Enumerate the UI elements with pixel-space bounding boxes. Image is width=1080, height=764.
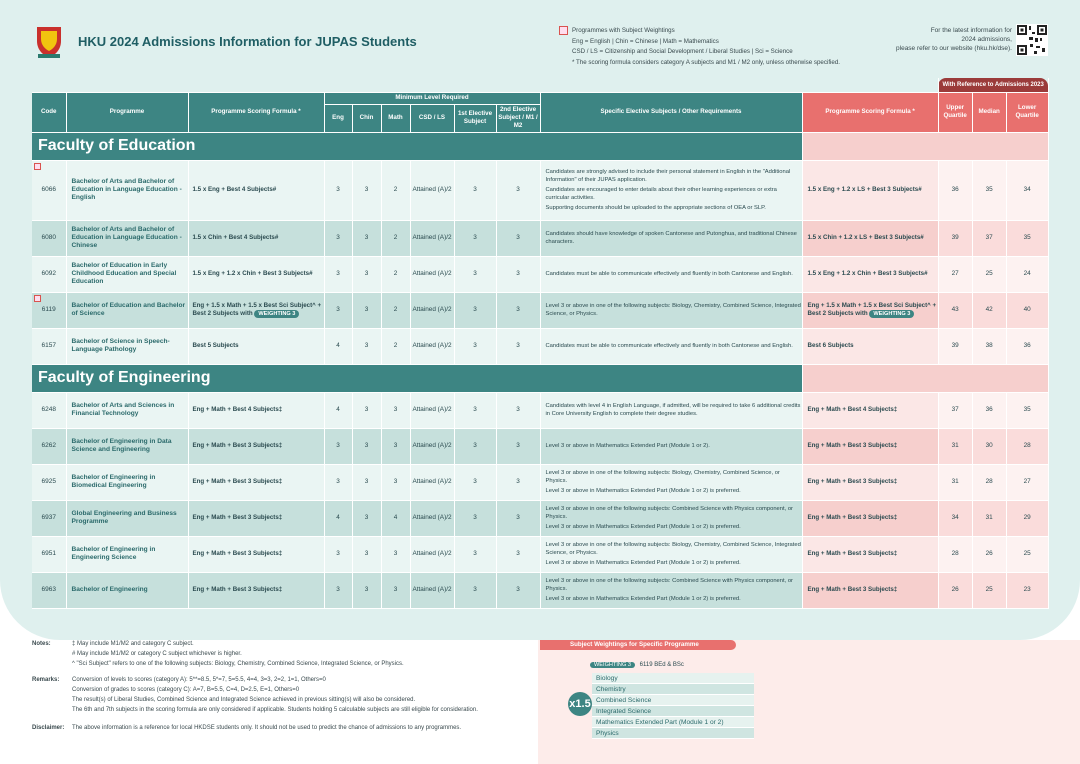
level-e1: 3 (454, 256, 496, 292)
level-csd: Attained (A)/2 (410, 464, 454, 500)
level-math: 3 (381, 572, 410, 608)
formula-text: 1.5 x Eng + 1.2 x Chin + Best 3 Subjects# (192, 270, 313, 277)
legend (572, 26, 840, 68)
ref-formula-text: Eng + Math + Best 3 Subjects‡ (807, 442, 898, 449)
weighting-subject: Chemistry (592, 684, 754, 695)
ref-formula-text: Eng + Math + Best 3 Subjects‡ (807, 514, 898, 521)
ref-formula-text: Eng + Math + Best 3 Subjects‡ (807, 478, 898, 485)
level-e2: 3 (496, 160, 540, 220)
ref-formula (802, 536, 938, 572)
weighting-icon (34, 295, 41, 302)
remark-line: Conversion of levels to scores (category A): 5**=8.5, 5*=7, 5=5.5, 4=4, 3=3, 2=2, 1=1, Others=0 (72, 677, 326, 683)
requirement-text: Level 3 or above in Mathematics Extended Part (Module 1 or 2) is preferred. (545, 524, 741, 530)
upper-quartile: 31 (938, 464, 972, 500)
level-eng: 4 (324, 392, 352, 428)
formula-text: Eng + Math + Best 3 Subjects‡ (192, 478, 283, 485)
level-e2: 3 (496, 572, 540, 608)
requirements-cell (540, 220, 802, 256)
admissions-table (32, 78, 1049, 609)
level-chin: 3 (352, 160, 381, 220)
level-e2: 3 (496, 500, 540, 536)
disclaimer-label: Disclaimer: (32, 725, 65, 731)
programme-name: Bachelor of Education in Early Childhood Education and Special Education (66, 256, 188, 292)
lower-quartile: 24 (1006, 256, 1048, 292)
level-eng: 3 (324, 292, 352, 328)
level-csd: Attained (A)/2 (410, 160, 454, 220)
level-chin: 3 (352, 328, 381, 364)
scoring-formula (188, 328, 324, 364)
requirement-text: Candidates with level 4 in English Language, if admitted, will be required to take 6 additional credits in Core University English to complete their degree studies. (545, 403, 801, 417)
level-e2: 3 (496, 464, 540, 500)
legend-line: CSD / LS = Citizenship and Social Development / Liberal Studies | Sci = Science (572, 48, 793, 56)
remarks-label: Remarks: (32, 677, 60, 683)
median: 38 (972, 328, 1006, 364)
programme-name: Bachelor of Arts and Bachelor of Education in Language Education - Chinese (66, 220, 188, 256)
level-e2: 3 (496, 292, 540, 328)
median: 26 (972, 536, 1006, 572)
level-e1: 3 (454, 572, 496, 608)
programme-name: Bachelor of Education and Bachelor of Science (66, 292, 188, 328)
median: 37 (972, 220, 1006, 256)
level-eng: 4 (324, 328, 352, 364)
code-cell (32, 464, 66, 500)
level-chin: 3 (352, 292, 381, 328)
lower-quartile: 28 (1006, 428, 1048, 464)
level-e2: 3 (496, 428, 540, 464)
scoring-formula (188, 392, 324, 428)
website-note (870, 26, 1012, 53)
code-value: 6963 (41, 586, 56, 593)
table-row (32, 500, 1048, 536)
code-cell (32, 256, 66, 292)
level-e2: 3 (496, 392, 540, 428)
upper-quartile: 28 (938, 536, 972, 572)
level-math: 3 (381, 428, 410, 464)
level-e1: 3 (454, 428, 496, 464)
level-e2: 3 (496, 328, 540, 364)
level-eng: 3 (324, 220, 352, 256)
level-csd: Attained (A)/2 (410, 220, 454, 256)
note-line: ^ "Sci Subject" refers to one of the following subjects: Biology, Chemistry, Combined Science, Integrated Science, or Physics. (72, 661, 404, 667)
upper-quartile: 39 (938, 328, 972, 364)
level-eng: 4 (324, 500, 352, 536)
ref-formula (802, 464, 938, 500)
requirement-text: Candidates should have knowledge of spoken Cantonese and Putonghua, and traditional Chinese characters. (545, 231, 797, 245)
code-value: 6119 (41, 306, 56, 313)
requirement-text: Level 3 or above in Mathematics Extended Part (Module 1 or 2) is preferred. (545, 596, 741, 602)
level-e1: 3 (454, 464, 496, 500)
remark-line: The result(s) of Liberal Studies, Combined Science and Integrated Science achieved in previous sitting(s) will also be considered. (72, 697, 416, 703)
median: 30 (972, 428, 1006, 464)
requirement-text: Level 3 or above in one of the following subjects: Biology, Chemistry, Combined Science, or Physics. (545, 470, 780, 484)
col-eng: Eng (324, 104, 352, 132)
formula-text: Eng + 1.5 x Math + 1.5 x Best Sci Subject^ + Best 2 Subjects with (192, 302, 322, 317)
hku-crest-icon (34, 24, 64, 60)
programme-name: Bachelor of Engineering in Engineering Science (66, 536, 188, 572)
level-math: 4 (381, 500, 410, 536)
faculty-title: Faculty of Education (32, 132, 802, 160)
table-row (32, 572, 1048, 608)
ref-formula-text: Eng + Math + Best 4 Subjects‡ (807, 406, 898, 413)
lower-quartile: 29 (1006, 500, 1048, 536)
level-e1: 3 (454, 220, 496, 256)
ref-formula (802, 220, 938, 256)
scoring-formula (188, 464, 324, 500)
formula-text: 1.5 x Eng + Best 4 Subjects# (192, 186, 277, 193)
table-row (32, 464, 1048, 500)
lower-quartile: 27 (1006, 464, 1048, 500)
weighting-factor: x1.5 (568, 692, 592, 716)
col-chin: Chin (352, 104, 381, 132)
requirements-cell (540, 500, 802, 536)
level-eng: 3 (324, 428, 352, 464)
note-line: # May include M1/M2 or category C subject whichever is higher. (72, 651, 242, 657)
code-cell (32, 292, 66, 328)
level-eng: 3 (324, 256, 352, 292)
weighting-subject: Biology (592, 673, 754, 684)
ref-formula-text: Eng + Math + Best 3 Subjects‡ (807, 550, 898, 557)
level-math: 3 (381, 392, 410, 428)
ref-formula (802, 572, 938, 608)
col-math: Math (381, 104, 410, 132)
level-math: 2 (381, 328, 410, 364)
level-e2: 3 (496, 256, 540, 292)
table-row (32, 328, 1048, 364)
notes-label: Notes: (32, 641, 51, 647)
col-specific: Specific Elective Subjects / Other Requirements (540, 92, 802, 132)
qr-code-icon[interactable] (1016, 24, 1048, 56)
level-e1: 3 (454, 292, 496, 328)
col-programme: Programme (66, 92, 188, 132)
weighting-icon (559, 26, 568, 35)
code-value: 6066 (41, 186, 56, 193)
requirement-text: Candidates must be able to communicate effectively and fluently in both Cantonese and English. (545, 343, 793, 349)
code-cell (32, 392, 66, 428)
table-row (32, 428, 1048, 464)
ref-formula-text: 1.5 x Eng + 1.2 x LS + Best 3 Subjects# (807, 186, 922, 193)
median: 31 (972, 500, 1006, 536)
upper-quartile: 43 (938, 292, 972, 328)
scoring-formula (188, 428, 324, 464)
level-csd: Attained (A)/2 (410, 256, 454, 292)
col-lq: Lower Quartile (1006, 92, 1048, 132)
code-cell (32, 328, 66, 364)
website-line: 2024 admissions, (961, 36, 1012, 43)
weighting-subject: Mathematics Extended Part (Module 1 or 2) (592, 717, 754, 728)
requirements-cell (540, 160, 802, 220)
upper-quartile: 36 (938, 160, 972, 220)
median: 35 (972, 160, 1006, 220)
ref-formula (802, 392, 938, 428)
lower-quartile: 36 (1006, 328, 1048, 364)
formula-text: Best 5 Subjects (192, 342, 239, 349)
level-chin: 3 (352, 500, 381, 536)
header (0, 0, 1080, 78)
level-eng: 3 (324, 536, 352, 572)
scoring-formula (188, 500, 324, 536)
level-e1: 3 (454, 536, 496, 572)
requirements-cell (540, 536, 802, 572)
requirement-text: Level 3 or above in Mathematics Extended Part (Module 1 or 2) is preferred. (545, 488, 741, 494)
code-value: 6262 (41, 442, 56, 449)
code-value: 6937 (41, 514, 56, 521)
ref-formula (802, 428, 938, 464)
level-eng: 3 (324, 464, 352, 500)
col-uq: Upper Quartile (938, 92, 972, 132)
col-min-level: Minimum Level Required (324, 92, 540, 104)
faculty-title: Faculty of Engineering (32, 364, 802, 392)
requirement-text: Level 3 or above in Mathematics Extended Part (Module 1 or 2) is preferred. (545, 560, 741, 566)
level-e1: 3 (454, 160, 496, 220)
weighting-subject: Physics (592, 728, 754, 739)
ref-formula (802, 500, 938, 536)
lower-quartile: 23 (1006, 572, 1048, 608)
remark-line: Conversion of grades to scores (category C): A=7, B=5.5, C=4, D=2.5, E=1, Others=0 (72, 687, 300, 693)
formula-text: Eng + Math + Best 4 Subjects‡ (192, 406, 283, 413)
level-chin: 3 (352, 392, 381, 428)
level-math: 2 (381, 160, 410, 220)
ref-formula (802, 160, 938, 220)
level-math: 2 (381, 256, 410, 292)
code-value: 6080 (41, 234, 56, 241)
programme-name: Bachelor of Engineering in Data Science and Engineering (66, 428, 188, 464)
code-cell (32, 572, 66, 608)
scoring-formula (188, 292, 324, 328)
formula-text: Eng + Math + Best 3 Subjects‡ (192, 586, 283, 593)
requirements-cell (540, 464, 802, 500)
median: 42 (972, 292, 1006, 328)
upper-quartile: 26 (938, 572, 972, 608)
median: 25 (972, 572, 1006, 608)
legend-line: * The scoring formula considers category A subjects and M1 / M2 only, unless otherwise specified. (572, 58, 841, 66)
code-value: 6157 (41, 342, 56, 349)
code-cell (32, 220, 66, 256)
code-cell (32, 536, 66, 572)
ref-formula (802, 328, 938, 364)
lower-quartile: 25 (1006, 536, 1048, 572)
requirements-cell (540, 392, 802, 428)
requirements-cell (540, 256, 802, 292)
legend-line: Eng = English | Chin = Chinese | Math = Mathematics (572, 37, 719, 45)
level-csd: Attained (A)/2 (410, 536, 454, 572)
level-math: 3 (381, 536, 410, 572)
faculty-ref-cell (802, 132, 1048, 160)
ref-formula-text: 1.5 x Eng + 1.2 x Chin + Best 3 Subjects# (807, 270, 928, 277)
table-row (32, 220, 1048, 256)
requirement-text: Candidates are strongly advised to include their personal statement in English in the "Additional Information" of their JUPAS application. (545, 169, 791, 183)
level-csd: Attained (A)/2 (410, 500, 454, 536)
weighting-title: Subject Weightings for Specific Programme (540, 640, 736, 650)
requirement-text: Level 3 or above in Mathematics Extended Part (Module 1 or 2). (545, 443, 710, 449)
programme-name: Bachelor of Engineering (66, 572, 188, 608)
col-code: Code (32, 92, 66, 132)
disclaimer-text: The above information is a reference for local HKDSE students only. It should not be used to predict the chance of admissions to any programmes. (72, 725, 462, 731)
weighting-badge: WEIGHTING 3 (590, 662, 635, 668)
level-csd: Attained (A)/2 (410, 328, 454, 364)
scoring-formula (188, 220, 324, 256)
level-chin: 3 (352, 572, 381, 608)
scoring-formula (188, 256, 324, 292)
level-eng: 3 (324, 572, 352, 608)
table-row (32, 160, 1048, 220)
requirement-text: Level 3 or above in one of the following subjects: Combined Science with Physics component, or Physics. (545, 506, 793, 520)
level-e1: 3 (454, 328, 496, 364)
level-e2: 3 (496, 220, 540, 256)
faculty-row (32, 364, 1048, 392)
code-value: 6951 (41, 550, 56, 557)
programme-name: Bachelor of Engineering in Biomedical Engineering (66, 464, 188, 500)
table-row (32, 392, 1048, 428)
code-cell (32, 428, 66, 464)
level-e1: 3 (454, 500, 496, 536)
formula-text: Eng + Math + Best 3 Subjects‡ (192, 442, 283, 449)
ref-2023-header: With Reference to Admissions 2023 (938, 78, 1048, 92)
level-csd: Attained (A)/2 (410, 392, 454, 428)
table-row (32, 256, 1048, 292)
formula-text: Eng + Math + Best 3 Subjects‡ (192, 514, 283, 521)
requirements-cell (540, 292, 802, 328)
code-value: 6092 (41, 270, 56, 277)
level-chin: 3 (352, 536, 381, 572)
programme-name: Bachelor of Science in Speech-Language Pathology (66, 328, 188, 364)
median: 36 (972, 392, 1006, 428)
col-csd: CSD / LS (410, 104, 454, 132)
lower-quartile: 35 (1006, 220, 1048, 256)
scoring-formula (188, 572, 324, 608)
website-line[interactable]: please refer to our website (hku.hk/dse). (896, 45, 1012, 52)
formula-text: 1.5 x Chin + Best 4 Subjects# (192, 234, 279, 241)
programme-name: Bachelor of Arts and Bachelor of Education in Language Education - English (66, 160, 188, 220)
median: 25 (972, 256, 1006, 292)
level-chin: 3 (352, 464, 381, 500)
ref-formula-text: Eng + Math + Best 3 Subjects‡ (807, 586, 898, 593)
website-line: For the latest information for (930, 27, 1012, 34)
col-elective-2: 2nd Elective Subject / M1 / M2 (496, 104, 540, 132)
requirement-text: Level 3 or above in one of the following subjects: Biology, Chemistry, Combined Science, Integrated Science, or Physics. (545, 542, 801, 556)
lower-quartile: 35 (1006, 392, 1048, 428)
requirement-text: Supporting documents should be uploaded to the appropriate sections of OEA or SLP. (545, 205, 766, 211)
formula-text: Eng + Math + Best 3 Subjects‡ (192, 550, 283, 557)
median: 28 (972, 464, 1006, 500)
weighting-badge: WEIGHTING 3 (869, 310, 914, 318)
code-value: 6248 (41, 406, 56, 413)
upper-quartile: 31 (938, 428, 972, 464)
table-row (32, 292, 1048, 328)
col-median: Median (972, 92, 1006, 132)
scoring-formula (188, 536, 324, 572)
level-math: 3 (381, 464, 410, 500)
col-ref-formula: Programme Scoring Formula * (802, 92, 938, 132)
level-csd: Attained (A)/2 (410, 428, 454, 464)
level-eng: 3 (324, 160, 352, 220)
requirement-text: Level 3 or above in one of the following subjects: Biology, Chemistry, Combined Science, Integrated Science, or Physics. (545, 303, 801, 317)
remark-line: The 6th and 7th subjects in the scoring formula are only considered if applicable. Students holding 5 calculable subjects are still eligible for consideration. (72, 707, 478, 713)
weighting-subject: Combined Science (592, 695, 754, 706)
ref-formula (802, 292, 938, 328)
level-csd: Attained (A)/2 (410, 572, 454, 608)
requirement-text: Candidates are encouraged to enter details about their other learning experiences or extra curricular activities. (545, 187, 777, 201)
weighting-programme-label: 6119 BEd & BSc (639, 662, 684, 668)
level-e2: 3 (496, 536, 540, 572)
ref-formula-text: 1.5 x Chin + 1.2 x LS + Best 3 Subjects# (807, 234, 924, 241)
level-e1: 3 (454, 392, 496, 428)
weighting-badge: WEIGHTING 3 (254, 310, 299, 318)
lower-quartile: 34 (1006, 160, 1048, 220)
weighting-programme (590, 662, 684, 668)
col-elective-1: 1st Elective Subject (454, 104, 496, 132)
requirement-text: Level 3 or above in one of the following subjects: Combined Science with Physics component, or Physics. (545, 578, 793, 592)
level-chin: 3 (352, 428, 381, 464)
requirements-cell (540, 428, 802, 464)
weighting-icon (34, 163, 41, 170)
upper-quartile: 39 (938, 220, 972, 256)
faculty-ref-cell (802, 364, 1048, 392)
scoring-formula (188, 160, 324, 220)
faculty-row (32, 132, 1048, 160)
weighting-subject: Integrated Science (592, 706, 754, 717)
upper-quartile: 37 (938, 392, 972, 428)
level-chin: 3 (352, 256, 381, 292)
level-chin: 3 (352, 220, 381, 256)
code-cell (32, 500, 66, 536)
programme-name: Bachelor of Arts and Sciences in Financial Technology (66, 392, 188, 428)
ref-formula-text: Eng + 1.5 x Math + 1.5 x Best Sci Subject^ + Best 2 Subjects with (807, 302, 937, 317)
note-line: ‡ May include M1/M2 and category C subject. (72, 641, 194, 647)
page-title: HKU 2024 Admissions Information for JUPAS Students (78, 34, 417, 49)
upper-quartile: 27 (938, 256, 972, 292)
upper-quartile: 34 (938, 500, 972, 536)
requirements-cell (540, 572, 802, 608)
code-cell (32, 160, 66, 220)
ref-formula-text: Best 6 Subjects (807, 342, 854, 349)
legend-line: Programmes with Subject Weightings (572, 27, 675, 35)
table-row (32, 536, 1048, 572)
requirement-text: Candidates must be able to communicate effectively and fluently in both Cantonese and English. (545, 271, 793, 277)
level-csd: Attained (A)/2 (410, 292, 454, 328)
col-formula: Programme Scoring Formula * (188, 92, 324, 132)
code-value: 6925 (41, 478, 56, 485)
programme-name: Global Engineering and Business Programme (66, 500, 188, 536)
level-math: 2 (381, 292, 410, 328)
weighting-subject-list (592, 673, 754, 739)
ref-formula (802, 256, 938, 292)
requirements-cell (540, 328, 802, 364)
level-math: 2 (381, 220, 410, 256)
lower-quartile: 40 (1006, 292, 1048, 328)
